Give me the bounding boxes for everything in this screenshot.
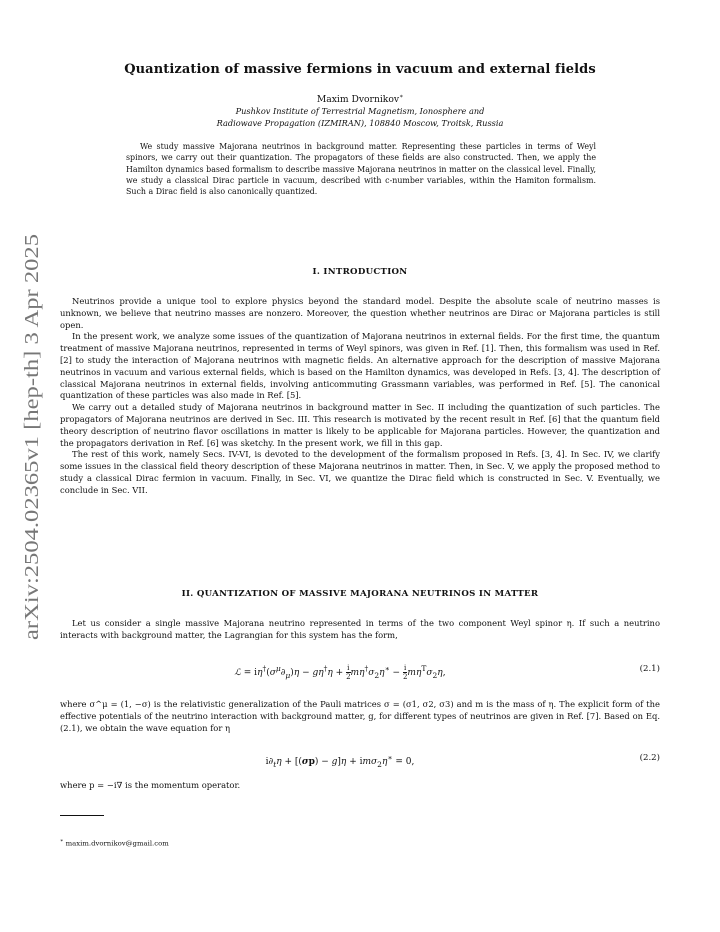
equation-number: (2.2) — [639, 753, 660, 763]
section-heading-introduction: I. INTRODUCTION — [312, 267, 408, 277]
introduction-body — [60, 296, 660, 497]
section2-text: where p = −i∇ is the momentum operator. — [60, 780, 241, 790]
arxiv-identifier-svg — [8, 232, 48, 642]
author-footnote-mark: ∗ — [399, 93, 404, 100]
affiliation-line-2: Radiowave Propagation (IZMIRAN), 108840 Moscow, Troitsk, Russia — [216, 118, 504, 128]
author-name: Maxim Dvornikov — [316, 94, 400, 106]
footnote-email: maxim.dvornikov@gmail.com — [65, 839, 169, 848]
abstract: We study massive Majorana neutrinos in background matter. Representing these particles in terms of Weyl spinors, we carry out their quantization. The propagators of these fields are also constructed. Then, we apply the Hamilton dynamics based formalism to describe massive Majorana neutrinos in matter on the classical level. Finally, we study a classical Dirac particle in vacuum, described with c-number variables, within the Hamiton formalism. Such a Dirac field is also canonically quantized. — [126, 142, 596, 197]
footnote-rule — [60, 815, 104, 816]
section2-text: Let us consider a single massive Majorana neutrino represented in terms of the two component Weyl spinor η. If such a neutrino interacts with background matter, the Lagrangian for this system has the form, — [60, 618, 660, 640]
arxiv-identifier-stamp — [8, 232, 48, 642]
wave-equation-formula: $i\partial_t\eta + [(\sigma p) - g]\eta + im\sigma_2\eta^∗ = 0$, — [265, 753, 415, 769]
intro-paragraph: We carry out a detailed study of Majorana neutrinos in background matter in Sec. II including the quantization of such particles. The propagators of Majorana neutrinos are derived in Sec. III. This research is motivated by the recent result in Ref. [6] that the quantum field theory description of neutrino flavor oscillations in matter is likely to be applicable for Majorana particles. However, the quantization and the propagators derivation in Ref. [6] was sketchy. In the present work, we fill in this gap. — [60, 402, 660, 448]
footnote — [60, 838, 660, 847]
section2-paragraph-3 — [60, 780, 660, 792]
affiliation — [60, 105, 660, 129]
paper-title: Quantization of massive fermions in vacuum and external fields — [124, 62, 596, 77]
arxiv-identifier-text: arXiv:2504.02365v1 [hep-th] 3 Apr 2025 — [22, 317, 43, 640]
section2-paragraph-1 — [60, 618, 660, 642]
section2-paragraph-2 — [60, 699, 660, 734]
section-heading-quantization: II. QUANTIZATION OF MASSIVE MAJORANA NEUTRINOS IN MATTER — [181, 589, 539, 599]
equation-2-2 — [60, 749, 660, 771]
intro-paragraph: Neutrinos provide a unique tool to explore physics beyond the standard model. Despite the absolute scale of neutrino masses is unknown, we believe that neutrino masses are nonzero. Moreover, the question whether neutrinos are Dirac or Majorana particles is still open. — [60, 296, 660, 330]
equation-number: (2.1) — [639, 664, 660, 674]
intro-paragraph: The rest of this work, namely Secs. IV-VI, is devoted to the development of the formalism proposed in Refs. [3, 4]. In Sec. IV, we clarify some issues in the classical field theory description of these Majorana neutrinos in matter. Then, in Sec. V, we apply the proposed method to study a classical Dirac fermion in vacuum. Finally, in Sec. VI, we quantize the Dirac field which is constructed in Sec. V. Eventually, we conclude in Sec. VII. — [60, 449, 660, 495]
intro-paragraph: In the present work, we analyze some issues of the quantization of Majorana neutrinos in external fields. For the first time, the quantum treatment of massive Majorana neutrinos, represented in terms of Weyl spinors, was given in Ref. [1]. Then, this formalism was used in Ref. [2] to study the interaction of Majorana neutrinos with magnetic fields. An alternative approach for the description of massive Majorana neutrinos in vacuum and various external fields, which is based on the Hamilton dynamics, was developed in Refs. [3, 4]. The description of classical Majorana neutrinos in external fields, involving anticommuting Grassmann variables, was performed in Ref. [5]. The canonical quantization of these particles was also made in Ref. [5]. — [60, 331, 660, 401]
equation-2-1 — [60, 660, 660, 682]
author-line — [60, 93, 660, 105]
section2-text: where σ^μ = (1, −σ) is the relativistic generalization of the Pauli matrices σ = (σ1, σ2, σ3) and m is the mass of η. The explicit form of the effective potentials of the neutrino interaction with background matter, g, for different types of neutrinos are given in Ref. [7]. Based on Eq. (2.1), we obtain the wave equation for η — [60, 699, 660, 733]
lagrangian-formula: ℒ = $i\eta^\dagger(\sigma^\mu\partial_\mu)\eta - g\eta^\dagger\eta$ + $\frac{i}{2}$ $m\eta^\dagger\sigma_2\eta^∗$ − $\frac{i}{2}$ $m\eta^T\sigma_2\eta$, — [234, 664, 446, 681]
footnote-mark: ∗ — [60, 838, 64, 844]
affiliation-line-1: Pushkov Institute of Terrestrial Magnetism, Ionosphere and — [235, 106, 485, 116]
